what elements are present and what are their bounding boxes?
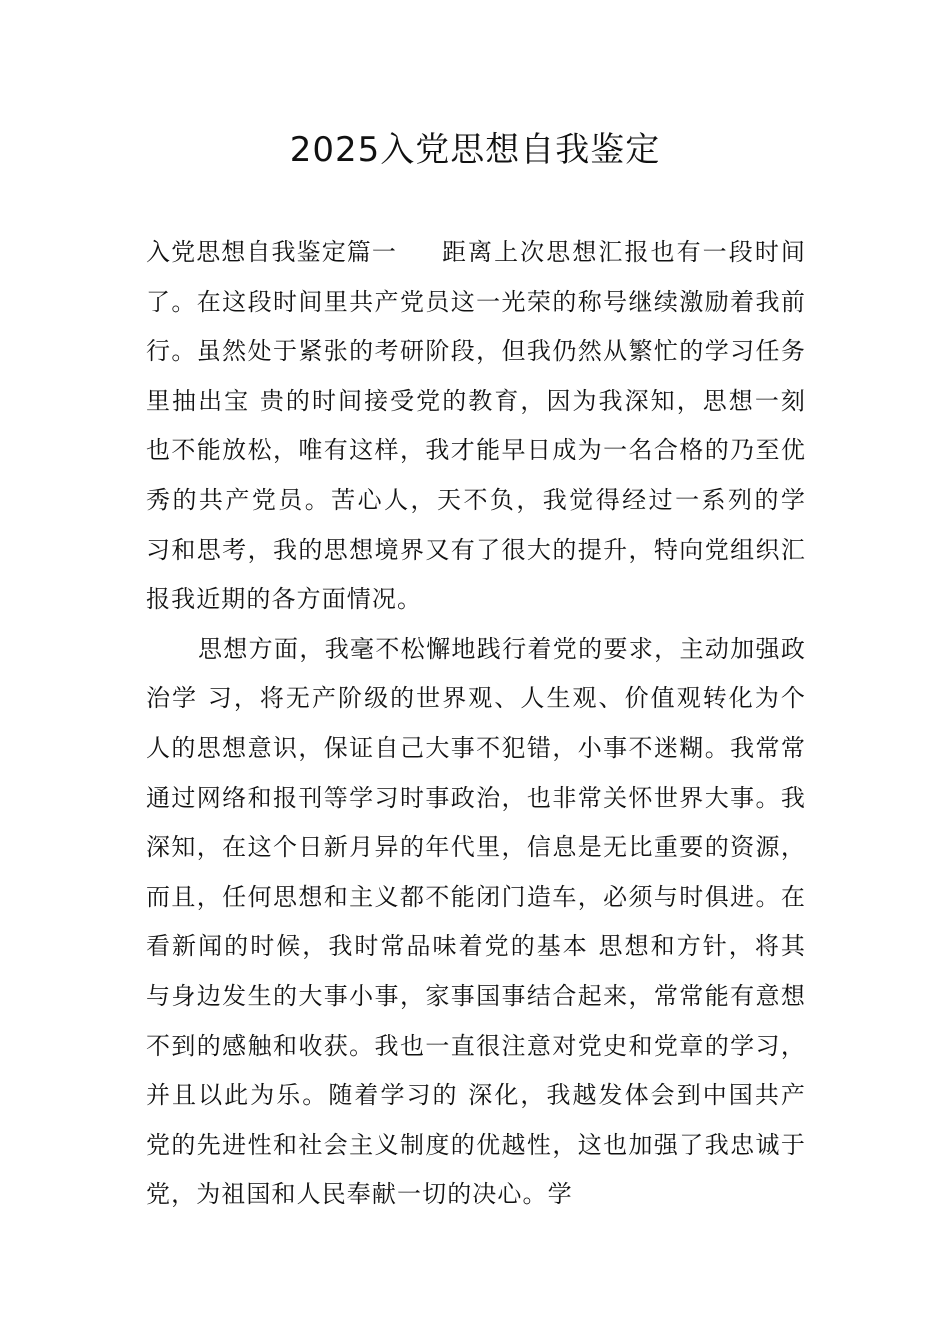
paragraph-1 bbox=[146, 228, 806, 625]
paragraph-1-text: 距离上次思想汇报也有一段时间了。在这段时间里共产党员这一光荣的称号继续激励着我前行。虽然处于紧张的考研阶段，但我仍然从繁忙的学习任务里抽出宝 贵的时间接受党的教育，因为我深知，思想一刻也不能放松，唯有这样，我才能早日成为一名合格的乃至优秀的共产党员。苦心人，天不负，我觉得经过一系列的学 习和思考，我的思想境界又有了很大的提升，特向党组织汇报我近期的各方面情况。 bbox=[146, 238, 806, 614]
document-body bbox=[146, 228, 806, 1220]
document-title: 2025入党思想自我鉴定 bbox=[289, 130, 661, 170]
paragraph-2: 思想方面，我毫不松懈地践行着党的要求，主动加强政治学 习，将无产阶级的世界观、人生观、价值观转化为个人的思想意识，保证自己大事不犯错，小事不迷糊。我常常通过网络和报刊等学习时事政治，也非常关怀世界大事。我深知，在这个日新月异的年代里，信息是无比重要的资源，而且，任何思想和主义都不能闭门造车，必须与时俱进。在看新闻的时候，我时常品味着党的基本 思想和方针，将其与身边发生的大事小事，家事国事结合起来，常常能有意想不到的感触和收获。我也一直很注意对党史和党章的学习，并且以此为乐。随着学习的 深化，我越发体会到中国共产党的先进性和社会主义制度的优越性，这也加强了我忠诚于党，为祖国和人民奉献一切的决心。学 bbox=[146, 634, 806, 1209]
section-heading: 入党思想自我鉴定篇一 bbox=[146, 238, 397, 266]
